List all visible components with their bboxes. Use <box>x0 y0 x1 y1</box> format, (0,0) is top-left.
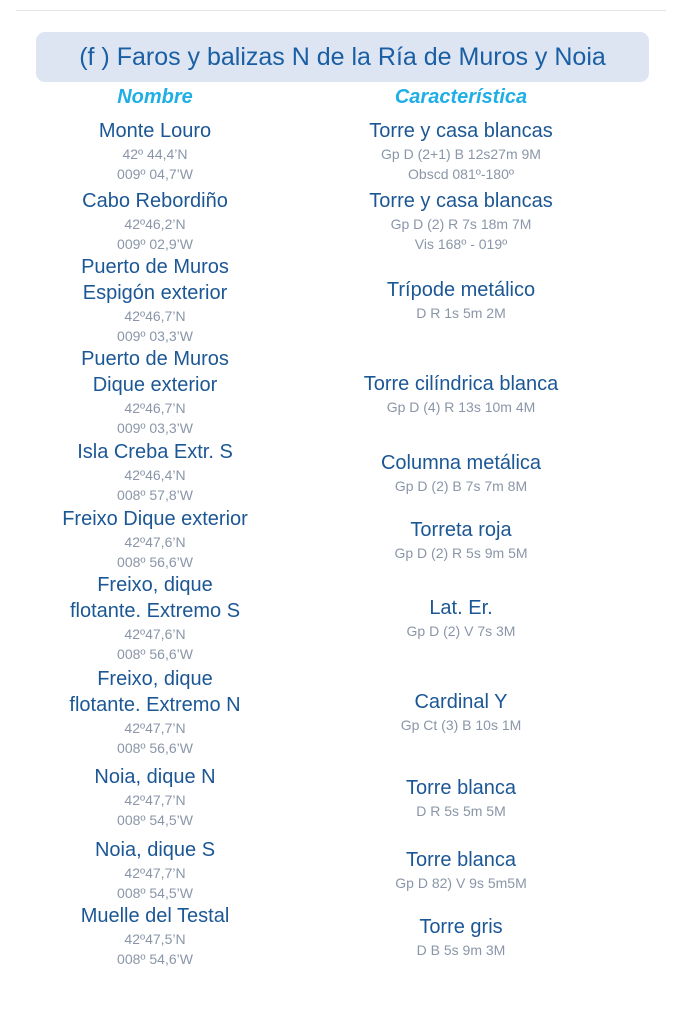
structure-type: Torre blanca <box>405 777 517 799</box>
structure-type: Trípode metálico <box>386 279 536 301</box>
page-title: (f ) Faros y balizas N de la Ría de Muros y Noia <box>79 42 606 71</box>
lighthouse-name: Puerto de Muros <box>81 256 229 278</box>
latitude: 42º47,7’N <box>124 792 186 808</box>
longitude: 009º 03,3’W <box>117 328 193 344</box>
lighthouse-name: Freixo, dique <box>97 574 213 596</box>
lighthouse-characteristic-entry <box>321 188 601 254</box>
structure-type: Cardinal Y <box>414 691 508 713</box>
lighthouse-name: Puerto de Muros <box>81 348 229 370</box>
latitude: 42º 44,4’N <box>122 146 188 162</box>
longitude: 008º 56,6’W <box>117 554 193 570</box>
lighthouse-name-entry <box>55 837 255 903</box>
lighthouse-characteristic-entry <box>321 689 601 735</box>
title-banner <box>36 32 649 82</box>
longitude: 008º 54,5’W <box>117 885 193 901</box>
light-characteristic: Gp D (2) R 5s 9m 5M <box>394 545 528 561</box>
lighthouse-characteristic-entry <box>321 775 601 821</box>
lighthouse-characteristic-entry <box>321 371 601 417</box>
structure-type: Lat. Er. <box>429 597 493 619</box>
longitude: 009º 02,9’W <box>117 236 193 252</box>
light-characteristic: D R 1s 5m 2M <box>416 305 506 321</box>
lighthouse-name-line2: Dique exterior <box>92 374 218 396</box>
latitude: 42º47,5’N <box>124 931 186 947</box>
lighthouse-characteristic-entry <box>321 914 601 960</box>
structure-type: Torre y casa blancas <box>369 190 553 212</box>
latitude: 42º47,7’N <box>124 865 186 881</box>
lighthouse-characteristic-entry <box>321 277 601 323</box>
latitude: 42º47,6’N <box>124 626 186 642</box>
light-characteristic: Gp D (2) B 7s 7m 8M <box>394 478 528 494</box>
top-divider <box>16 10 666 11</box>
lighthouse-characteristic-entry <box>321 450 601 496</box>
lighthouse-characteristic-entry <box>321 847 601 893</box>
lighthouse-name-entry <box>55 439 255 505</box>
light-characteristic: Gp Ct (3) B 10s 1M <box>400 717 522 733</box>
longitude: 008º 56,6’W <box>117 740 193 756</box>
column-header-caracteristica: Característica <box>394 86 528 108</box>
structure-type: Columna metálica <box>380 452 542 474</box>
lighthouse-name-line2: Espigón exterior <box>82 282 228 304</box>
longitude: 008º 54,6’W <box>117 951 193 967</box>
column-header-nombre: Nombre <box>117 86 193 108</box>
lighthouse-characteristic-entry <box>321 595 601 641</box>
structure-type: Torreta roja <box>410 519 512 541</box>
latitude: 42º47,6’N <box>124 534 186 550</box>
lighthouse-characteristic-entry <box>321 517 601 563</box>
lighthouse-name: Freixo Dique exterior <box>62 508 248 530</box>
lighthouse-name-entry <box>55 903 255 969</box>
longitude: 008º 57,8’W <box>117 487 193 503</box>
light-characteristic: Gp D (2+1) B 12s27m 9M <box>381 146 541 162</box>
lighthouse-name-entry <box>55 118 255 184</box>
light-characteristic: Gp D (2) V 7s 3M <box>406 623 516 639</box>
lighthouse-name-entry <box>55 572 255 664</box>
lighthouse-name-line2: flotante. Extremo N <box>69 694 241 716</box>
light-sector: Vis 168º - 019º <box>414 236 508 252</box>
latitude: 42º47,7’N <box>124 720 186 736</box>
structure-type: Torre blanca <box>405 849 517 871</box>
lighthouse-name: Cabo Rebordiño <box>82 190 228 212</box>
lighthouse-name: Noia, dique S <box>94 839 216 861</box>
lighthouse-characteristic-entry <box>321 118 601 184</box>
longitude: 008º 54,5’W <box>117 812 193 828</box>
lighthouse-name-line2: flotante. Extremo S <box>69 600 241 622</box>
lighthouse-name: Monte Louro <box>98 120 212 142</box>
light-sector: Obscd 081º-180º <box>408 166 514 182</box>
latitude: 42º46,2’N <box>124 216 186 232</box>
lighthouse-name: Isla Creba Extr. S <box>77 441 233 463</box>
light-characteristic: Gp D (4) R 13s 10m 4M <box>386 399 536 415</box>
structure-type: Torre gris <box>419 916 503 938</box>
lighthouse-name-entry <box>55 666 255 758</box>
lighthouse-name-entry <box>55 254 255 346</box>
lighthouse-name-entry <box>55 764 255 830</box>
light-characteristic: Gp D 82) V 9s 5m5M <box>395 875 527 891</box>
lighthouse-name: Muelle del Testal <box>80 905 230 927</box>
latitude: 42º46,7’N <box>124 308 186 324</box>
lighthouse-name: Freixo, dique <box>97 668 213 690</box>
longitude: 009º 04,7’W <box>117 166 193 182</box>
longitude: 009º 03,3’W <box>117 420 193 436</box>
longitude: 008º 56,6’W <box>117 646 193 662</box>
lighthouse-name-entry <box>55 346 255 438</box>
structure-type: Torre cilíndrica blanca <box>363 373 559 395</box>
structure-type: Torre y casa blancas <box>369 120 553 142</box>
latitude: 42º46,7’N <box>124 400 186 416</box>
light-characteristic: Gp D (2) R 7s 18m 7M <box>390 216 532 232</box>
lighthouse-name-entry <box>55 188 255 254</box>
light-characteristic: D R 5s 5m 5M <box>416 803 506 819</box>
latitude: 42º46,4’N <box>124 467 186 483</box>
lighthouse-name-entry <box>55 506 255 572</box>
light-characteristic: D B 5s 9m 3M <box>416 942 506 958</box>
lighthouse-name: Noia, dique N <box>94 766 216 788</box>
